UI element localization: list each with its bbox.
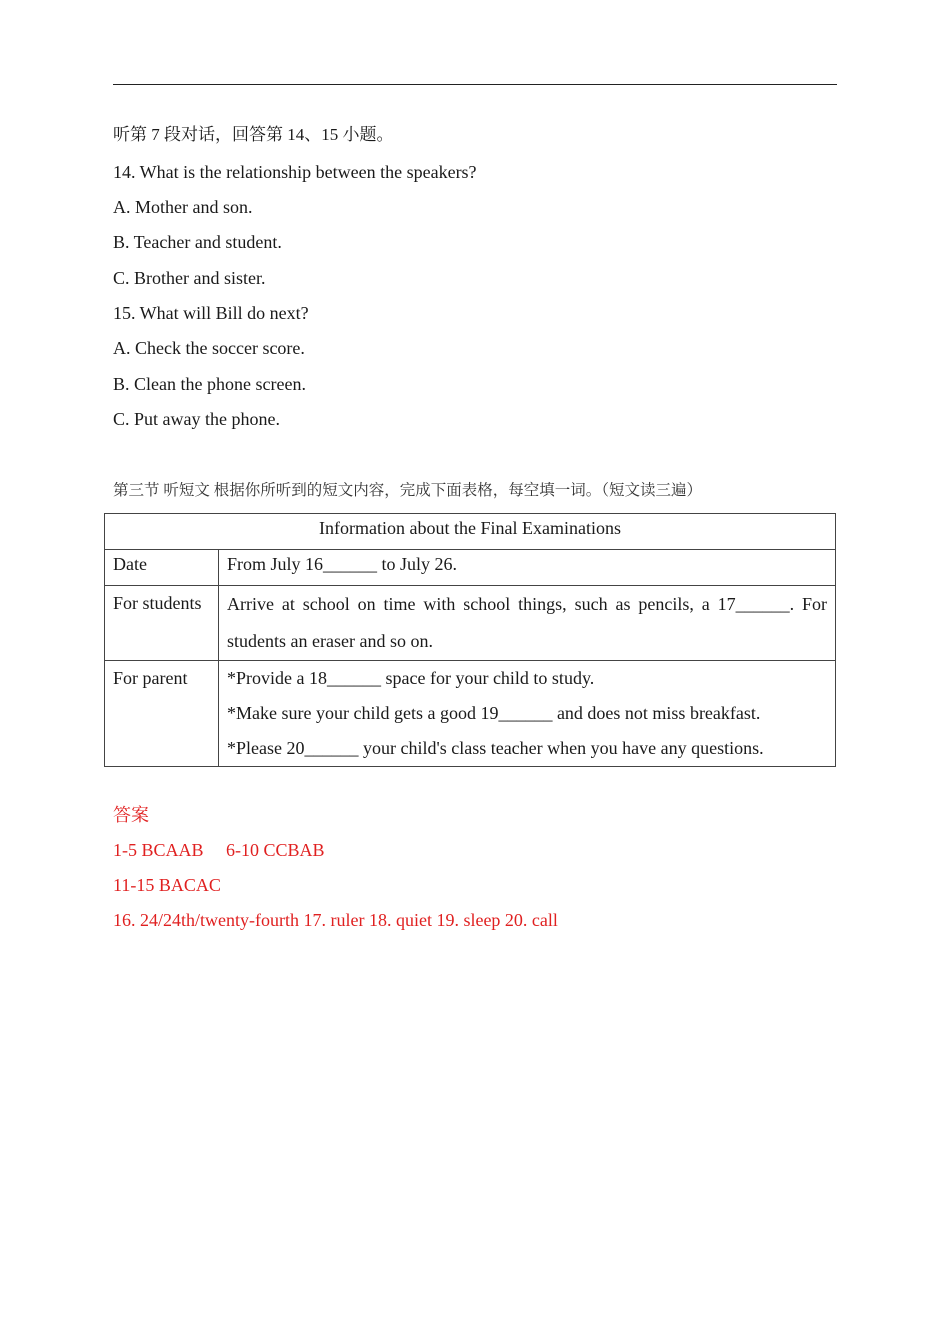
- parent-line-18: *Provide a 18______ space for your child to study.: [227, 668, 595, 688]
- question-15-option-a: A. Check the soccer score.: [113, 338, 305, 358]
- table-row-parent: [105, 661, 836, 767]
- question-15-stem: 15. What will Bill do next?: [113, 303, 309, 323]
- dialogue-instruction: 听第 7 段对话，回答第 14、15 小题。: [113, 125, 394, 144]
- row-label-parent: For parent: [113, 668, 188, 688]
- row-label-students: For students: [113, 593, 202, 613]
- answers-heading: 答案: [113, 805, 149, 825]
- row-label-date: Date: [113, 554, 147, 574]
- question-14-option-c: C. Brother and sister.: [113, 268, 266, 288]
- question-14-stem: 14. What is the relationship between the speakers?: [113, 162, 477, 182]
- question-14-option-b: B. Teacher and student.: [113, 232, 282, 252]
- row-content-date: From July 16______ to July 26.: [227, 554, 458, 574]
- parent-line-19: *Make sure your child gets a good 19______ and does not miss breakfast.: [227, 703, 761, 723]
- table-row-date: [105, 550, 836, 586]
- question-15-option-c: C. Put away the phone.: [113, 409, 280, 429]
- table-row-students: [105, 586, 836, 661]
- header-rule: [113, 84, 837, 85]
- table-title: Information about the Final Examinations: [105, 514, 836, 550]
- parent-line-20: *Please 20______ your child's class teacher when you have any questions.: [227, 738, 764, 758]
- section-three-instruction: 第三节 听短文 根据你所听到的短文内容，完成下面表格，每空填一词。（短文读三遍）: [113, 482, 703, 499]
- question-15-option-b: B. Clean the phone screen.: [113, 374, 306, 394]
- exam-info-table: [104, 513, 836, 767]
- answers-line-1: 1-5 BCAAB 6-10 CCBAB: [113, 840, 325, 860]
- answers-line-2: 11-15 BACAC: [113, 875, 221, 895]
- question-14-option-a: A. Mother and son.: [113, 197, 253, 217]
- row-content-students: Arrive at school on time with school things, such as pencils, a 17______. For students an eraser and so on.: [227, 594, 827, 651]
- answers-line-3: 16. 24/24th/twenty-fourth 17. ruler 18. quiet 19. sleep 20. call: [113, 910, 558, 930]
